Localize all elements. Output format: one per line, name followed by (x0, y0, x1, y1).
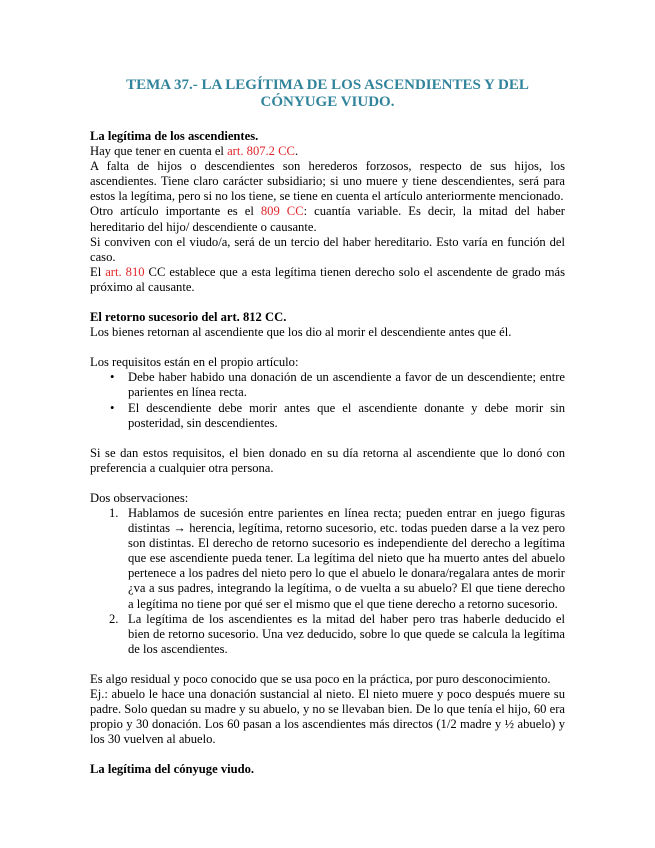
list-item (90, 506, 565, 612)
list-number: 1. (109, 505, 119, 520)
requirements-list (90, 370, 565, 430)
text: Hay que tener en cuenta el (90, 144, 228, 159)
text: . (294, 144, 299, 159)
section-heading-conyuge: La legítima del cónyuge viudo. (90, 762, 255, 777)
list-item-text: Debe haber habido una donación de un ascendiente a favor de un descendiente; entre parientes en línea recta. (128, 370, 565, 400)
article-reference: 809 CC (260, 204, 304, 219)
paragraph: A falta de hijos o descendientes son herederos forzosos, respecto de sus hijos, los ascendientes. Tiene claro carácter subsidiario; si uno muere y tiene descendientes, será para estos la legítima, pero si no los tiene, se tiene en cuenta el artículo anteriormente mencionado. (90, 159, 565, 204)
bullet-marker: • (110, 400, 115, 415)
section-heading-retorno: El retorno sucesorio del art. 812 CC. (90, 310, 287, 325)
text: El (90, 264, 106, 279)
list-item (90, 612, 565, 657)
paragraph: Dos observaciones: (90, 490, 189, 505)
paragraph: Es algo residual y poco conocido que se usa poco en la práctica, por puro desconocimiento. (90, 671, 551, 686)
paragraph: Ej.: abuelo le hace una donación sustancial al nieto. El nieto muere y poco después muere su padre. Solo quedan su madre y su abuelo, y no se llevaban bien. De lo que tenía el hijo, 60 era propio y 30 donación. Los 60 pasan a los ascendientes más directos (1/2 madre y ½ abuelo) y los 30 vuelven al abuelo. (90, 687, 565, 747)
paragraph: Los requisitos están en el propio artículo: (90, 355, 299, 370)
paragraph: Si se dan estos requisitos, el bien donado en su día retorna al ascendiente que lo donó con preferencia a cualquier otra persona. (90, 445, 565, 475)
text: : cuantía variable. Es decir, la mitad del haber hereditario del hijo/ descendiente o causante. (90, 204, 565, 234)
paragraph (90, 204, 565, 234)
article-reference: art. 807.2 CC (227, 144, 295, 159)
paragraph (90, 144, 565, 159)
list-item-text: El descendiente debe morir antes que el ascendiente donante y debe morir sin posteridad, sin descendientes. (128, 400, 565, 430)
bullet-marker: • (110, 370, 115, 385)
paragraph: Los bienes retornan al ascendiente que los dio al morir el descendiente antes que él. (90, 325, 512, 340)
list-number: 2. (109, 611, 119, 626)
section-heading-ascendientes: La legítima de los ascendientes. (90, 129, 259, 143)
list-item-text: La legítima de los ascendientes es la mitad del haber pero tras haberle deducido el bien de retorno sucesorio. Una vez deducido, sobre lo que quede se calcula la legítima de los ascendientes. (128, 611, 565, 656)
document-page (90, 77, 565, 777)
paragraph (90, 265, 565, 295)
list-item (90, 401, 565, 431)
observations-list (90, 506, 565, 657)
paragraph: Si conviven con el viudo/a, será de un tercio del haber hereditario. Esto varía en función del caso. (90, 234, 565, 264)
document-title: TEMA 37.- LA LEGÍTIMA DE LOS ASCENDIENTES Y DEL CÓNYUGE VIUDO. (126, 77, 529, 110)
text: CC establece que a esta legítima tienen derecho solo el ascendente de grado más próximo al causante. (90, 264, 566, 294)
list-item-text: Hablamos de sucesión entre parientes en línea recta; pueden entrar en juego figuras distintas → herencia, legítima, retorno sucesorio, etc. todas pueden darse a la vez pero son distintas. El derecho de retorno sucesorio es independiente del derecho a legítima que ese ascendiente pueda tener. La legítima del nieto que ha muerto antes del abuelo pertenece a los padres del nieto pero lo que el abuelo le donara/regalara antes de morir ¿va a sus padres, integrando la legítima, o de vuelta a su abuelo? El que tiene derecho a legítima no tiene por qué ser el mismo que el que tiene derecho a retorno sucesorio. (128, 505, 565, 611)
text: Otro artículo importante es el (90, 204, 261, 219)
article-reference: art. 810 (105, 264, 145, 279)
list-item (90, 370, 565, 400)
